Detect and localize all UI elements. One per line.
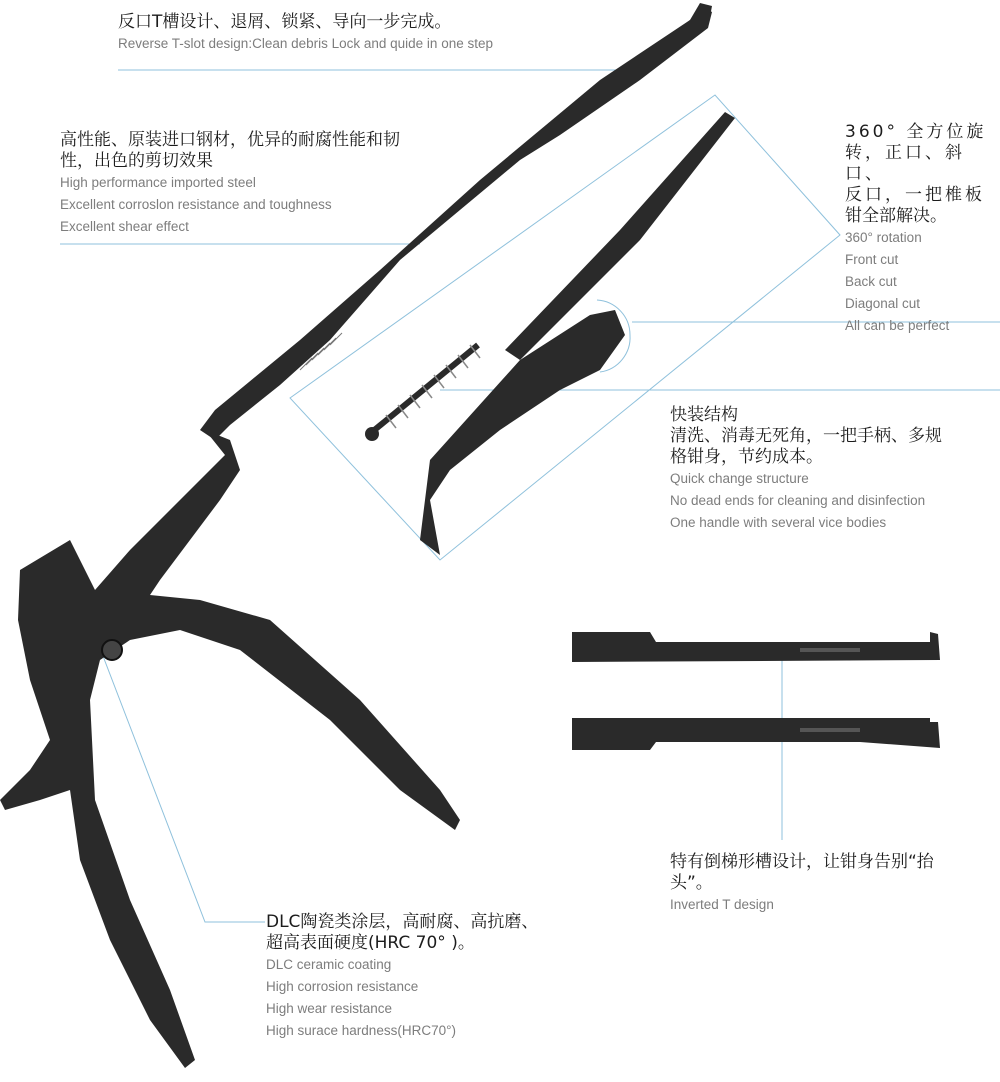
rotation-en-line1: 360° rotation [845, 230, 922, 245]
steel-zh-line2: 性，出色的剪切效果 [60, 151, 213, 171]
rotation-en-line2: Front cut [845, 252, 899, 267]
instrument-handle [70, 430, 460, 830]
t-slot-en: Reverse T-slot design:Clean debris Lock and quide in one step [118, 36, 493, 51]
quick-zh-line3: 格钳身，节约成本。 [670, 447, 823, 467]
rotation-zh-line3: 反口，一把椎板 [845, 185, 985, 205]
rotation-en-line4: Diagonal cut [845, 296, 921, 311]
dlc-zh-line1: DLC陶瓷类涂层，高耐腐、高抗磨、 [266, 912, 539, 932]
inverted-t-jaws [572, 632, 940, 750]
inverted-en-line1: Inverted T design [670, 897, 774, 912]
rotation-zh-line4: 钳全部解决。 [845, 206, 947, 226]
quick-zh-line1: 快装结构 [670, 405, 738, 425]
annotation-steel [60, 130, 480, 238]
quick-en-line1: Quick change structure [670, 471, 809, 486]
quick-en-line3: One handle with several vice bodies [670, 515, 887, 530]
dlc-en-line1: DLC ceramic coating [266, 957, 392, 972]
jaw-upper-slot [800, 648, 860, 652]
dlc-en-line4: High surace hardness(HRC70°) [266, 1023, 456, 1038]
jaw-lower [572, 718, 940, 750]
jaw-upper [572, 632, 940, 662]
annotation-dlc [266, 912, 606, 1042]
zoom-spring-end [365, 427, 379, 441]
quick-zh-line2: 清洗、消毒无死角，一把手柄、多规 [670, 426, 942, 446]
pivot-screw [102, 640, 122, 660]
annotation-inverted-t [670, 852, 1000, 916]
annotation-t-slot [118, 12, 678, 55]
quick-en-line2: No dead ends for cleaning and disinfection [670, 493, 926, 508]
dlc-en-line3: High wear resistance [266, 1001, 393, 1016]
steel-en-line2: Excellent corroslon resistance and toughness [60, 197, 332, 212]
rotation-en-line3: Back cut [845, 274, 897, 289]
t-slot-zh: 反口T槽设计、退屑、锁紧、导向一步完成。 [118, 12, 452, 32]
annotation-rotation [845, 122, 1000, 337]
jaw-lower-slot [800, 728, 860, 732]
rotation-zh-line1: 360° 全方位旋 [845, 122, 987, 142]
rotation-en-line5: All can be perfect [845, 318, 950, 333]
inverted-zh-line1: 特有倒梯形槽设计，让钳身告别“抬 [670, 852, 934, 872]
annotation-quick-change [670, 405, 1000, 534]
dlc-en-line2: High corrosion resistance [266, 979, 419, 994]
steel-zh-line1: 高性能、原装进口钢材，优异的耐腐性能和韧 [60, 130, 400, 150]
dlc-zh-line2: 超高表面硬度(HRC 70° )。 [266, 933, 475, 953]
steel-en-line1: High performance imported steel [60, 175, 256, 190]
rotation-zh-line2: 转，正口、斜口、 [845, 143, 965, 184]
steel-en-line3: Excellent shear effect [60, 219, 189, 234]
inverted-zh-line2: 头”。 [670, 873, 713, 893]
